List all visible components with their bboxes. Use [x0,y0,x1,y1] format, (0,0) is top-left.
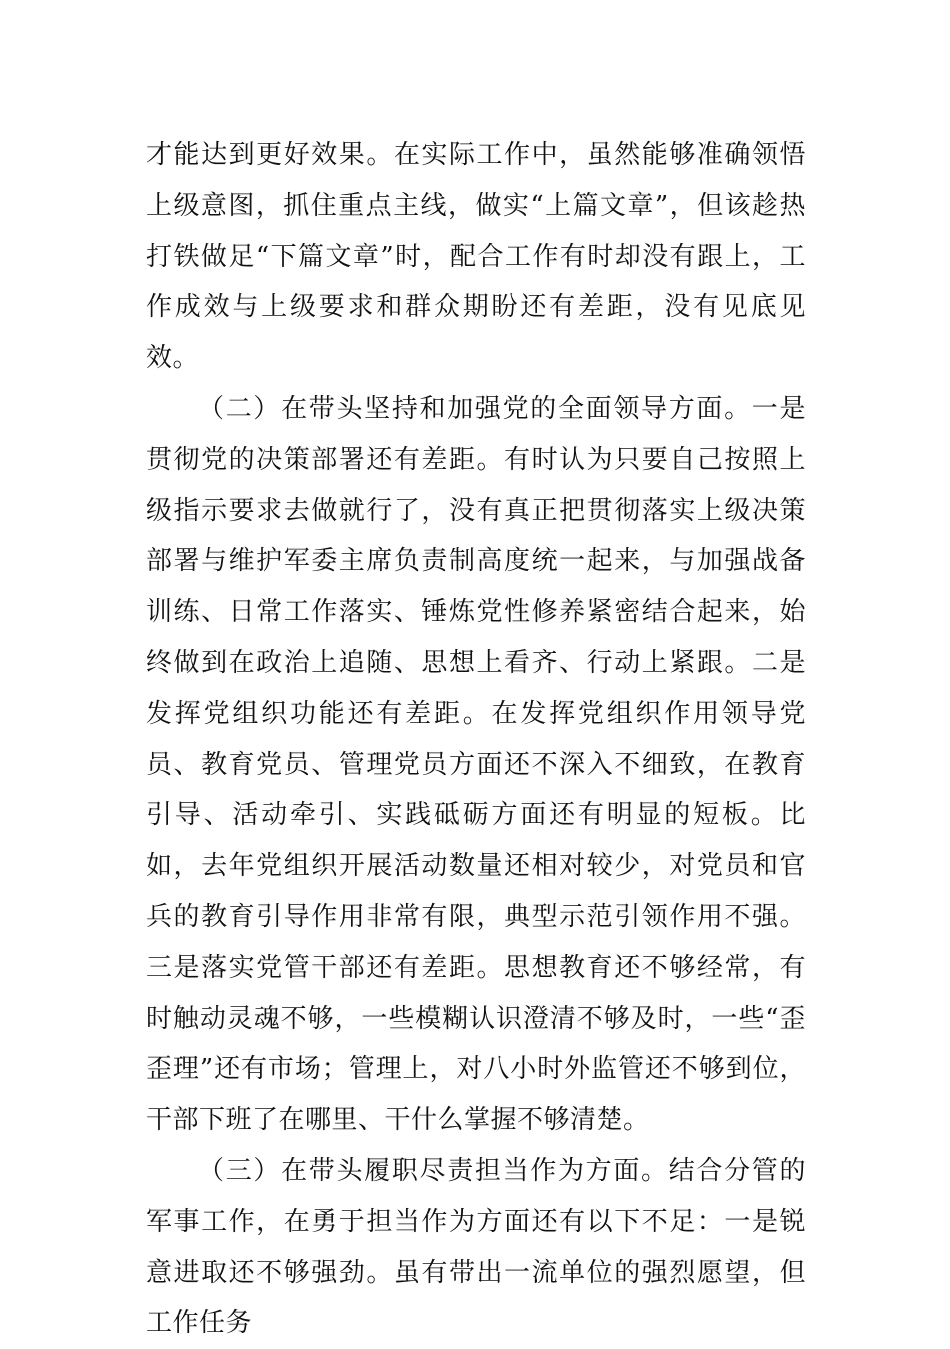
paragraph-section-2: （二）在带头坚持和加强党的全面领导方面。一是贯彻党的决策部署还有差距。有时认为只要自己按照上级指示要求去做就行了，没有真正把贯彻落实上级决策部署与维护军委主席负责制高度统一起来，与加强战备训练、日常工作落实、锤炼党性修养紧密结合起来，始终做到在政治上追随、思想上看齐、行动上紧跟。二是发挥党组织功能还有差距。在发挥党组织作用领导党员、教育党员、管理党员方面还不深入不细致，在教育引导、活动牵引、实践砥砺方面还有明显的短板。比如，去年党组织开展活动数量还相对较少，对党员和官兵的教育引导作用非常有限，典型示范引领作用不强。三是落实党管干部还有差距。思想教育还不够经常，有时触动灵魂不够，一些模糊认识澄清不够及时，一些“歪歪理”还有市场；管理上，对八小时外监管还不够到位，干部下班了在哪里、干什么掌握不够清楚。 [146,393,806,1136]
document-body [146,130,806,1349]
paragraph-continuation: 才能达到更好效果。在实际工作中，虽然能够准确领悟上级意图，抓住重点主线，做实“上篇文章”，但该趁热打铁做足“下篇文章”时，配合工作有时却没有跟上，工作成效与上级要求和群众期盼还有差距，没有见底见效。 [146,140,806,374]
paragraph-section-3: （三）在带头履职尽责担当作为方面。结合分管的军事工作，在勇于担当作为方面还有以下不足：一是锐意进取还不够强劲。虽有带出一流单位的强烈愿望，但工作任务 [146,1155,806,1339]
